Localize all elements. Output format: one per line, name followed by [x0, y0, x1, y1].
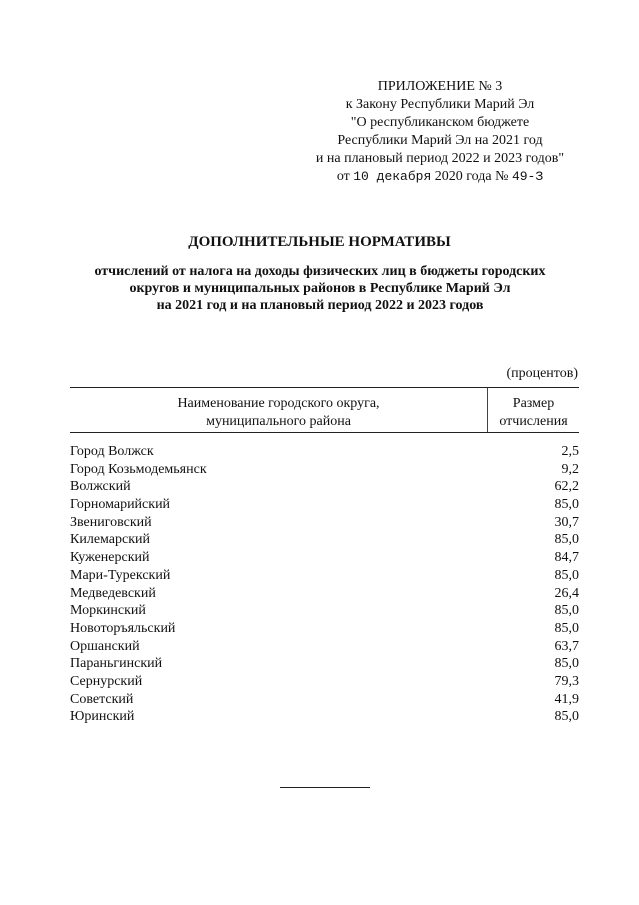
- date-year: 2020 года №: [434, 169, 509, 184]
- document-subtitle: [40, 263, 600, 314]
- row-municipality-name: Звениговский: [70, 514, 152, 530]
- row-deduction-rate: 30,7: [554, 514, 579, 530]
- table-top-rule: [70, 387, 579, 388]
- row-municipality-name: Оршанский: [70, 638, 140, 654]
- row-municipality-name: Волжский: [70, 479, 131, 495]
- table-row: [70, 478, 579, 496]
- row-municipality-name: Сернурский: [70, 673, 143, 689]
- date-prefix: от: [336, 169, 350, 184]
- row-deduction-rate: 85,0: [554, 656, 579, 672]
- unit-label: (процентов): [506, 366, 578, 381]
- end-of-document-line: [280, 787, 370, 788]
- subtitle-line-2: округов и муниципальных районов в Республике Марий Эл: [129, 281, 511, 296]
- table-row: [70, 461, 579, 479]
- appendix-law-title-1: "О республиканском бюджете: [350, 115, 530, 130]
- table-row: [70, 655, 579, 673]
- row-municipality-name: Параньгинский: [70, 656, 163, 672]
- table-row: [70, 549, 579, 567]
- row-municipality-name: Новоторъяльский: [70, 620, 176, 636]
- row-deduction-rate: 2,5: [561, 444, 579, 459]
- row-deduction-rate: 62,2: [554, 479, 579, 495]
- table-row: [70, 567, 579, 585]
- row-deduction-rate: 85,0: [554, 620, 579, 636]
- law-number: 49-З: [511, 169, 544, 184]
- table-row: [70, 496, 579, 514]
- row-municipality-name: Горномарийский: [70, 497, 171, 513]
- row-municipality-name: Моркинский: [70, 603, 146, 619]
- header-value-line-2: отчисления: [499, 414, 568, 429]
- appendix-law-title-2: Республики Марий Эл на 2021 год: [337, 133, 543, 148]
- row-deduction-rate: 41,9: [554, 691, 579, 707]
- row-deduction-rate: 63,7: [554, 638, 579, 654]
- subtitle-line-1: отчислений от налога на доходы физических лиц в бюджеты городских: [94, 264, 546, 279]
- row-deduction-rate: 26,4: [554, 585, 579, 601]
- appendix-law-title-3: и на плановый период 2022 и 2023 годов": [315, 151, 565, 166]
- row-municipality-name: Килемарский: [70, 532, 151, 548]
- row-municipality-name: Город Козьмодемьянск: [70, 461, 207, 477]
- table-header-rule: [70, 432, 579, 433]
- header-name-line-1: Наименование городского округа,: [177, 396, 380, 411]
- row-deduction-rate: 79,3: [554, 673, 579, 689]
- row-municipality-name: Мари-Турекский: [70, 567, 171, 583]
- table-row: [70, 443, 579, 461]
- appendix-number: ПРИЛОЖЕНИЕ № 3: [377, 79, 503, 94]
- row-municipality-name: Медведевский: [70, 585, 156, 601]
- row-deduction-rate: 85,0: [554, 567, 579, 583]
- table-row: [70, 638, 579, 656]
- table-row: [70, 585, 579, 603]
- date-day-month: 10 декабря: [353, 169, 432, 184]
- table-row: [70, 691, 579, 709]
- table-row: [70, 514, 579, 532]
- table-header-value: [488, 395, 579, 431]
- row-deduction-rate: 85,0: [554, 497, 579, 513]
- row-deduction-rate: 85,0: [554, 532, 579, 548]
- row-municipality-name: Куженерский: [70, 550, 150, 566]
- row-deduction-rate: 85,0: [554, 709, 579, 725]
- header-name-line-2: муниципального района: [206, 414, 351, 429]
- table-row: [70, 708, 579, 726]
- row-municipality-name: Юринский: [70, 709, 135, 725]
- row-deduction-rate: 85,0: [554, 603, 579, 619]
- table-row: [70, 620, 579, 638]
- appendix-date-line: [290, 168, 590, 186]
- table-row: [70, 531, 579, 549]
- row-deduction-rate: 9,2: [561, 461, 579, 477]
- table-row: [70, 602, 579, 620]
- row-municipality-name: Город Волжск: [70, 444, 154, 459]
- header-value-line-1: Размер: [512, 396, 555, 411]
- appendix-block: [290, 78, 590, 186]
- table-row: [70, 673, 579, 691]
- row-deduction-rate: 84,7: [554, 550, 579, 566]
- document-title: ДОПОЛНИТЕЛЬНЫЕ НОРМАТИВЫ: [188, 234, 451, 250]
- row-municipality-name: Советский: [70, 691, 134, 707]
- appendix-law-ref: к Закону Республики Марий Эл: [345, 97, 535, 112]
- table-body: [70, 443, 579, 726]
- table-header-name: [70, 395, 487, 431]
- subtitle-line-3: на 2021 год и на плановый период 2022 и 2023 годов: [156, 298, 484, 313]
